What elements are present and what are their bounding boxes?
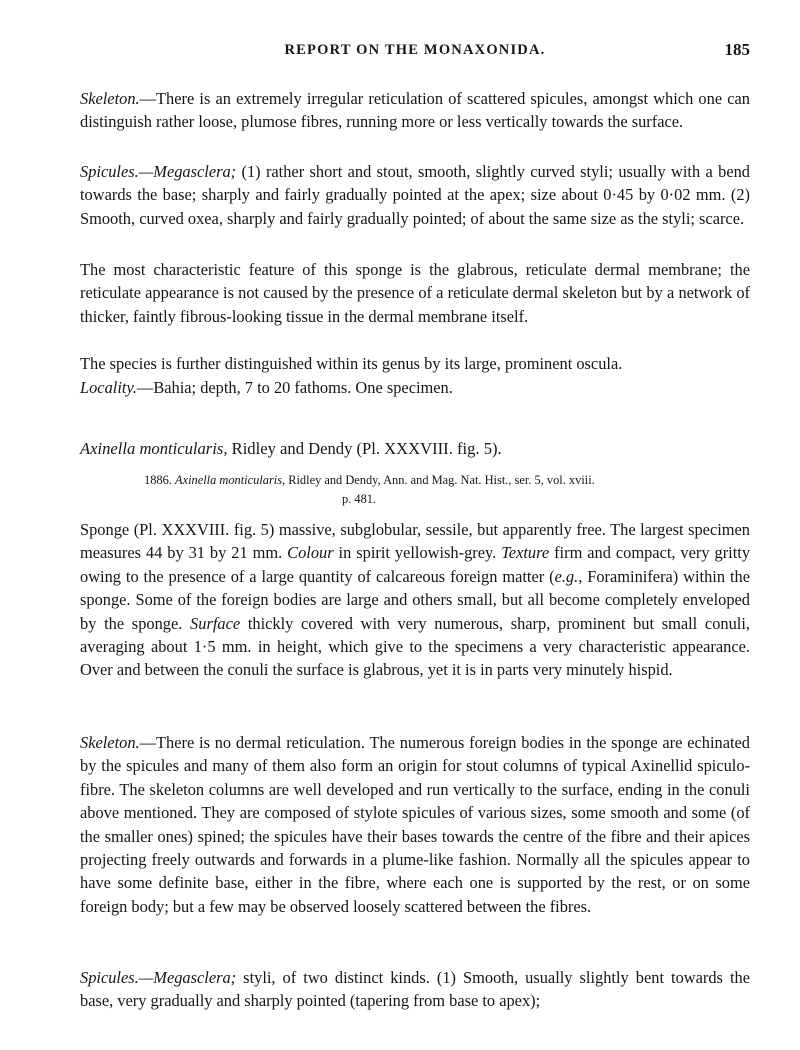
skeleton-text: —There is no dermal reticulation. The numerous foreign bodies in the sponge are echinated by the spicules and many of them also form an origin for stout columns of typical Axinellid spiculo-fibre. The skeleton columns are well developed and run vertically to the surface, ending in the conuli above mentioned. They are composed of stylote spicules of various sizes, some smooth and some (of the smaller ones) spined; the spicules have their bases towards the centre of the fibre and their apices projecting freely outwards and forwards in a plume-like fashion. Normally all the spicules appear to have some definite base, either in the fibre, where each one is supported by the rest, or on some foreign body; but a few may be observed loosely scattered between the fibres.: [80, 733, 750, 916]
skeleton-text-previous: —There is an extremely irregular reticulation of scattered spicules, amongst which one can distinguish rather loose, plumose fibres, running more or less vertically towards the surface.: [80, 89, 750, 132]
reference-species-name: Axinella monticularis,: [175, 473, 286, 487]
locality-paragraph: [80, 376, 750, 399]
page-number: 185: [724, 40, 750, 59]
skeleton-label-previous: Skeleton.: [80, 89, 140, 108]
colour-text: in spirit yellowish-grey.: [333, 543, 502, 563]
species-heading: [80, 437, 750, 461]
running-head: [80, 42, 750, 66]
spicules-label-previous: Spicules.—Megasclera;: [80, 162, 237, 181]
surface-text: thickly covered with very numerous, sharp, prominent but small conuli, averaging about 1·5 mm. in height, which give to the specimens a very characteristic appearance. Over and between the conuli the surface is glabrous, yet it is in parts very minutely hispid.: [80, 613, 750, 680]
skeleton-label: Skeleton.: [80, 733, 140, 752]
spicules-text-previous: (1) rather short and stout, smooth, slightly curved styli; usually with a bend towards the base; sharply and fairly gradually pointed at the apex; size about 0·45 by 0·02 mm. (2) Smooth, curved oxea, sharply and fairly gradually pointed; of about the same size as the styli; scarce.: [80, 162, 750, 228]
description-intro: Sponge (Pl. XXXVIII. fig. 5) massive, subglobular, sessile, but apparently free. The largest specimen measures 44 by 31 by 21 mm.: [80, 520, 750, 563]
colour-label: Colour: [287, 543, 334, 563]
texture-text: firm and compact, very gritty owing to the presence of a large quantity of calcareous foreign matter (: [80, 543, 751, 586]
eg-abbrev: e.g.: [554, 566, 579, 586]
description-paragraph: [80, 518, 750, 682]
spicules-label: Spicules.—Megasclera;: [80, 968, 237, 987]
surface-label: Surface: [190, 613, 241, 633]
distinguished-paragraph: The species is further distinguished within its genus by its large, prominent oscula.: [80, 354, 623, 373]
skeleton-paragraph-previous: [80, 87, 750, 134]
skeleton-paragraph: [80, 731, 750, 918]
species-authority: Ridley and Dendy (Pl. XXXVIII. fig. 5).: [227, 439, 502, 458]
texture-text-continued: , Foraminifera) within the sponge. Some of the foreign bodies are large and others small, but all become completely enveloped by the sponge.: [80, 566, 750, 633]
locality-text: —Bahia; depth, 7 to 20 fathoms. One specimen.: [136, 378, 453, 397]
locality-label: Locality.: [80, 378, 137, 397]
characteristic-paragraph: The most characteristic feature of this sponge is the glabrous, reticulate dermal membrane; the reticulate appearance is not caused by the presence of a reticulate dermal skeleton but by a network of thicker, faintly fibrous-looking tissue in the dermal membrane itself.: [80, 260, 750, 326]
spicules-text: styli, of two distinct kinds. (1) Smooth, usually slightly bent towards the base, very gradually and sharply pointed (tapering from base to apex);: [80, 968, 750, 1011]
bibliographic-reference: [144, 471, 750, 509]
spicules-paragraph: [80, 966, 750, 1013]
running-title: REPORT ON THE MONAXONIDA.: [284, 42, 546, 58]
reference-page: p. 481.: [342, 492, 377, 506]
spicules-paragraph-previous: [80, 160, 750, 230]
texture-label: Texture: [501, 543, 550, 563]
species-name: Axinella monticularis,: [80, 439, 228, 458]
reference-year: 1886.: [144, 473, 172, 487]
reference-text: Ridley and Dendy, Ann. and Mag. Nat. Hist., ser. 5, vol. xviii.: [285, 473, 595, 487]
